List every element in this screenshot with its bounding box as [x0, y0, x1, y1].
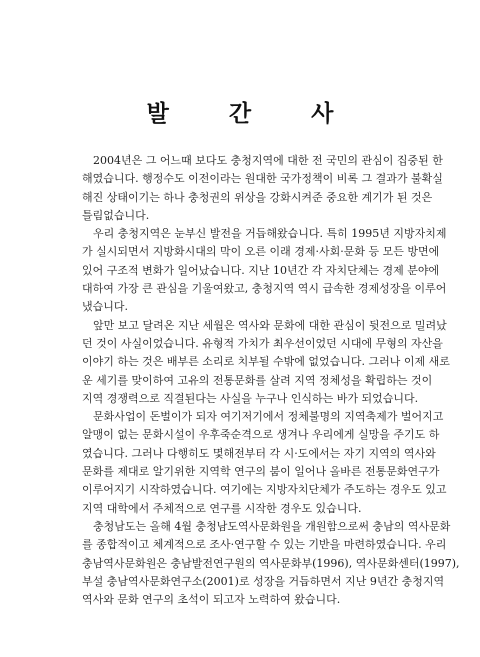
page-title: 발 간 사 [146, 100, 360, 127]
text-line: 이루어지기 시작하였습니다. 여기에는 지방자치단체가 주도하는 경우도 있고 [82, 483, 447, 497]
text-line: 해였습니다. 행정수도 이전이라는 원대한 국가정책이 비록 그 결과가 불확실 [82, 172, 443, 186]
text-line: 앞만 보고 달려온 지난 세월은 역사와 문화에 대한 관심이 뒷전으로 밀려났 [82, 318, 447, 332]
text-line: 던 것이 사실이었습니다. 유형적 가치가 최우선이었던 시대에 무형의 자산을 [82, 336, 443, 350]
text-line: 해진 상태이기는 하나 충청권의 위상을 강화시켜준 중요한 계기가 된 것은 [82, 190, 433, 204]
text-line: 지역 경쟁력으로 직결된다는 사실을 누구나 인식하는 바가 되었습니다. [82, 391, 419, 405]
paragraph [82, 225, 447, 316]
text-line: 부설 충남역사문화연구소(2001)로 성장을 거듭하면서 지난 9년간 충청지역 [82, 574, 445, 588]
text-line: 가 실시되면서 지방화시대의 막이 오른 이래 경제·사회·문화 등 모든 방면에 [82, 245, 440, 259]
text-line: 를 종합적이고 체계적으로 조사·연구할 수 있는 기반을 마련하였습니다. 우리 [82, 538, 447, 552]
paragraph [82, 152, 443, 225]
text-line: 였습니다. 그러나 다행히도 몇해전부터 각 시·도에서는 자기 지역의 역사와 [82, 446, 436, 460]
text-line: 문화를 제대로 알기위한 지역학 연구의 붐이 일어나 올바른 전통문화연구가 [82, 465, 440, 479]
text-line: 있어 구조적 변화가 일어났습니다. 지난 10년간 각 자치단체는 경제 분야에 [82, 263, 440, 277]
text-line: 충남역사문화원은 충남발전연구원의 역사문화부(1996), 역사문화센터(1997), [82, 556, 460, 570]
paragraph [82, 317, 450, 408]
text-line: 대하여 가장 큰 관심을 기울여왔고, 충청지역 역시 급속한 경제성장을 이루어 [82, 282, 447, 296]
text-line: 알맹이 없는 문화시설이 우후죽순격으로 생겨나 우리에게 실망을 주기도 하 [82, 428, 440, 442]
text-line: 틀림없습니다. [82, 208, 150, 222]
text-line: 이야기 하는 것은 배부른 소리로 치부될 수밖에 없었습니다. 그러나 이제 새로 [82, 355, 450, 369]
paragraph [82, 518, 460, 609]
text-line: 냈습니다. [82, 300, 129, 314]
text-line: 2004년은 그 어느때 보다도 충청지역에 대한 전 국민의 관심이 집중된 한 [82, 154, 443, 167]
text-line: 우리 충청지역은 눈부신 발전을 거듭해왔습니다. 특히 1995년 지방자치제 [82, 227, 447, 241]
text-line: 역사와 문화 연구의 초석이 되고자 노력하여 왔습니다. [82, 593, 341, 607]
text-line: 충청남도는 올해 4월 충청남도역사문화원을 개원함으로써 충남의 역사문화 [82, 519, 451, 533]
paragraph [82, 408, 447, 518]
text-line: 운 세기를 맞이하여 고유의 전통문화를 살려 지역 정체성을 확립하는 것이 [82, 373, 433, 387]
text-line: 지역 대학에서 주체적으로 연구를 시작한 경우도 있습니다. [82, 501, 362, 515]
text-line: 문화사업이 돈벌이가 되자 여기저기에서 정체불명의 지역축제가 벌어지고 [82, 410, 444, 424]
body-text [82, 152, 460, 609]
